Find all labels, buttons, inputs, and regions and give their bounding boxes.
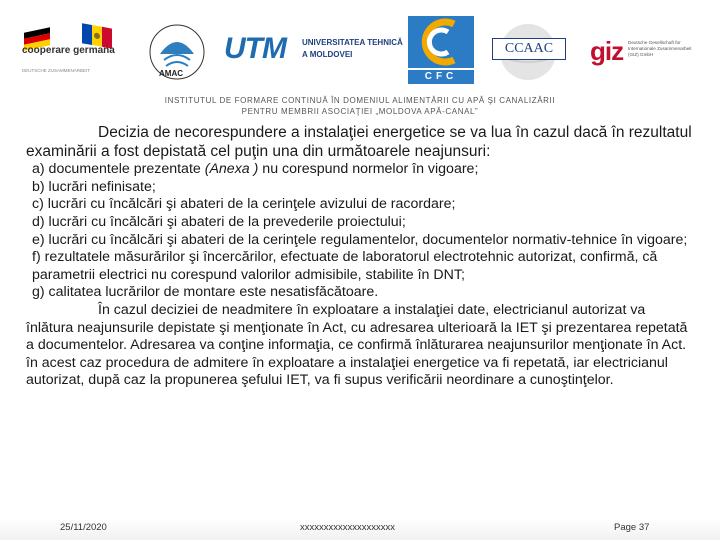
footer — [0, 518, 720, 540]
utm-logo — [224, 32, 404, 72]
institute-title — [150, 95, 570, 117]
list-item-c: c) lucrări cu încălcări şi abateri de la cerinţele avizului de racordare; — [32, 196, 456, 213]
paragraph-readmission: În cazul deciziei de neadmitere în exploatare a instalaţiei date, electricianul autorizat va înlătura neajunsurile depistate şi menţionate în Act, cu adresarea ulterioară la IET şi prezentarea repetată a documentelor. Adresarea va conţine informaţia, ce confirmă înlăturarea neajunsurilor menţionate în Act. în acest caz procedura de admitere în exploatare a instalaţiei energetice va fi repetată, iar electricianul autorizat, după caz la propunerea şefului IET, va fi supus verificării neordinare a cunoştinţelor. — [26, 301, 688, 389]
giz-left-subtitle: DEUTSCHE ZUSAMMENARBEIT — [22, 68, 91, 73]
utm-title: UNIVERSITATEA TEHNICĂ — [302, 38, 403, 47]
cooperare-germana-logo — [18, 18, 118, 78]
list-item-a — [26, 161, 694, 179]
item-a-prefix: a) documentele prezentate — [32, 161, 205, 178]
ccaac-label: CCAAC — [492, 38, 566, 60]
ccaac-logo — [490, 22, 566, 82]
list-item-f: f) rezultatele măsurărilor şi încercărilor, efectuate de laboratorul electrotehnic autorizat, confirmă, că parametrii electrici nu corespund valorilor admisibile, stabilite în DNT; — [32, 249, 658, 283]
cfc-label: CFC — [408, 70, 474, 84]
giz-left-title: cooperare germana — [22, 45, 115, 56]
institute-line-2: PENTRU MEMBRII ASOCIAŢIEI „MOLDOVA APĂ-CANAL” — [241, 107, 479, 116]
logo-banner — [0, 0, 720, 92]
item-a-suffix: nu corespund normelor în vigoare; — [258, 161, 479, 178]
list-item-b: b) lucrări nefinisate; — [32, 178, 156, 195]
giz-right-text: Deutsche Gesellschaft für Internationale Zusammenarbeit (GIZ) GmbH — [628, 40, 692, 57]
giz-logo — [590, 36, 710, 76]
cfc-logo — [406, 14, 476, 86]
footer-date: 25/11/2020 — [60, 522, 107, 533]
amac-logo — [142, 24, 212, 84]
list-item-d: d) lucrări cu încălcări şi abateri de la prevederile proiectului; — [32, 213, 406, 230]
utm-mark: UTM — [224, 32, 286, 65]
decision-heading: Decizia de necorespundere a instalaţiei energetice se va lua în cazul dacă în rezultatul examinării a fost depistată cel puţin una din următoarele neajunsuri: — [26, 124, 692, 160]
amac-label: AMAC — [159, 69, 183, 78]
page-number: Page 37 — [614, 522, 650, 533]
list-item-g: g) calitatea lucrărilor de montare este nesatisfăcătoare. — [32, 284, 379, 301]
main-content — [26, 124, 694, 390]
item-a-annex: (Anexa ) — [204, 161, 259, 178]
footer-placeholder: xxxxxxxxxxxxxxxxxxxx — [300, 522, 395, 533]
giz-mark: giz — [590, 36, 624, 66]
institute-line-1: INSTITUTUL DE FORMARE CONTINUĂ ÎN DOMENIUL ALIMENTĂRII CU APĂ ŞI CANALIZĂRII — [164, 96, 556, 105]
list-item-e: e) lucrări cu încălcări şi abateri de la cerinţele regulamentelor, documentelor normativ-tehnice în vigoare; — [32, 231, 688, 248]
utm-subtitle: A MOLDOVEI — [302, 50, 353, 59]
cfc-emblem-icon — [406, 14, 476, 70]
